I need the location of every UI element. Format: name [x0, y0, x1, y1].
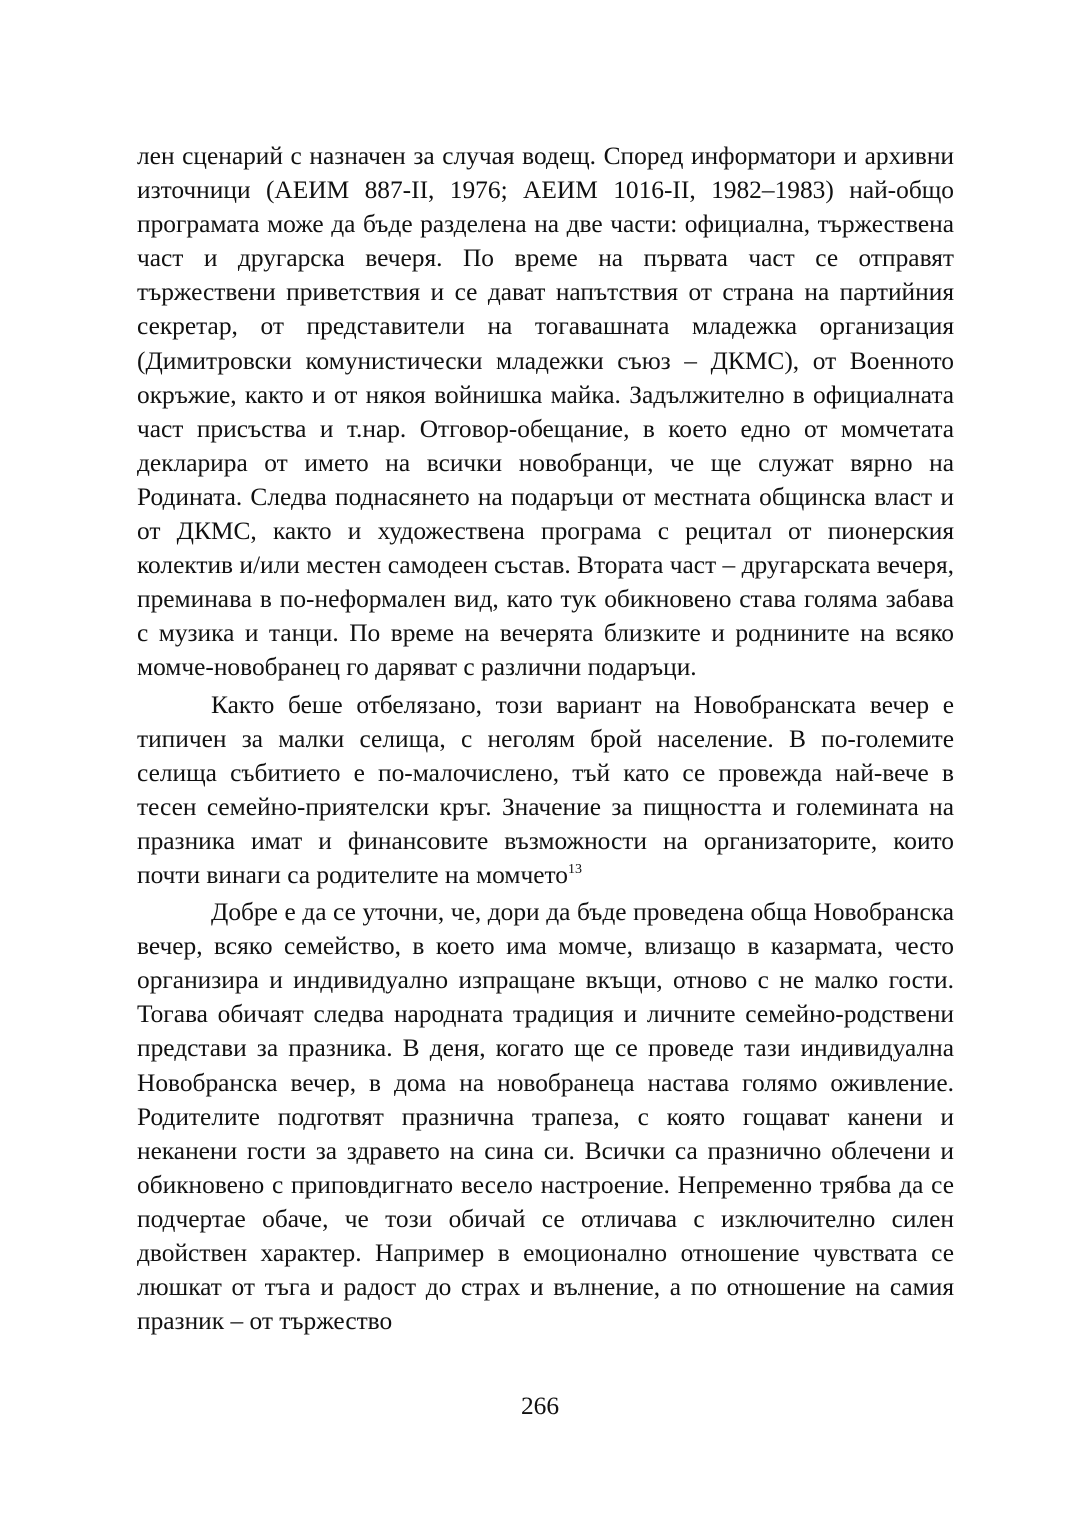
page-number: 266: [520, 1392, 560, 1420]
paragraph-3: [137, 895, 954, 1338]
paragraph-3-text: Добре е да се уточни, че, дори да бъде проведена обща Новобранска вечер, всяко семейство, в което има момче, влизащо в казармата, често организира и индивидуално изпращане вкъщи, отново с не малко гости. Тогава обичаят следва народната традиция и личните семейно-родствени представи за празника. В деня, когато ще се проведе тази индивидуална Новобранска вечер, в дома на новобранеца настава голямо оживление. Родителите подготвят празнична трапеза, с която гощават канени и неканени гости за здравето на сина си. Всички са празнично облечени и обикновено с приповдигнато весело настроение. Непременно трябва да се подчертае обаче, че този обичай се отличава с изключително силен двойствен характер. Например в емоционално отношение чувствата се люшкат от тъга и радост до страх и вълнение, а по отношение на самия празник – от тържество: [137, 898, 954, 1336]
paragraph-1-text: лен сценарий с назначен за случая водещ. Според информатори и архивни източници (АЕИМ 887-II, 1976; АЕИМ 1016-II, 1982–1983) най-общо програмата може да бъде разделена на две части: официална, тържествена част и другарска вечеря. По време на първата част се отправят тържествени приветствия и се дават напътствия от страна на партийния секретар, от представители на тогавашната младежка организация (Димитровски комунистически младежки съюз – ДКМС), от Военното окръжие, както и от някоя войнишка майка. Задължително в официалната част присъства и т.нар. Отговор-обещание, в което едно от момчетата декларира от името на всички новобранци, че ще служат вярно на Родината. Следва поднасянето на подаръци от местната общинска власт и от ДКМС, както и художествена програма с рецитал от пионерския колектив и/или местен самодеен състав. Втората част – другарската вечеря, преминава в по-неформален вид, като тук обикновено става голяма забава с музика и танци. По време на вечерята близките и роднините на всяко момче-новобранец го даряват с различни подаръци.: [137, 142, 955, 682]
footnote-marker[interactable]: 13: [567, 861, 582, 877]
body-text: [137, 139, 954, 1338]
paragraph-2: [137, 688, 954, 893]
paragraph-1: [137, 139, 954, 685]
paragraph-2-text: Както беше отбелязано, този вариант на Новобранската вечер е типичен за малки селища, с неголям брой население. В по-големите селища събитието е по-малочислено, тъй като се провежда най-вече в тесен семейно-приятелски кръг. Значение за пищността и големината на празника имат и финансовите възможности на организаторите, които почти винаги са родителите на момчето: [137, 690, 954, 889]
